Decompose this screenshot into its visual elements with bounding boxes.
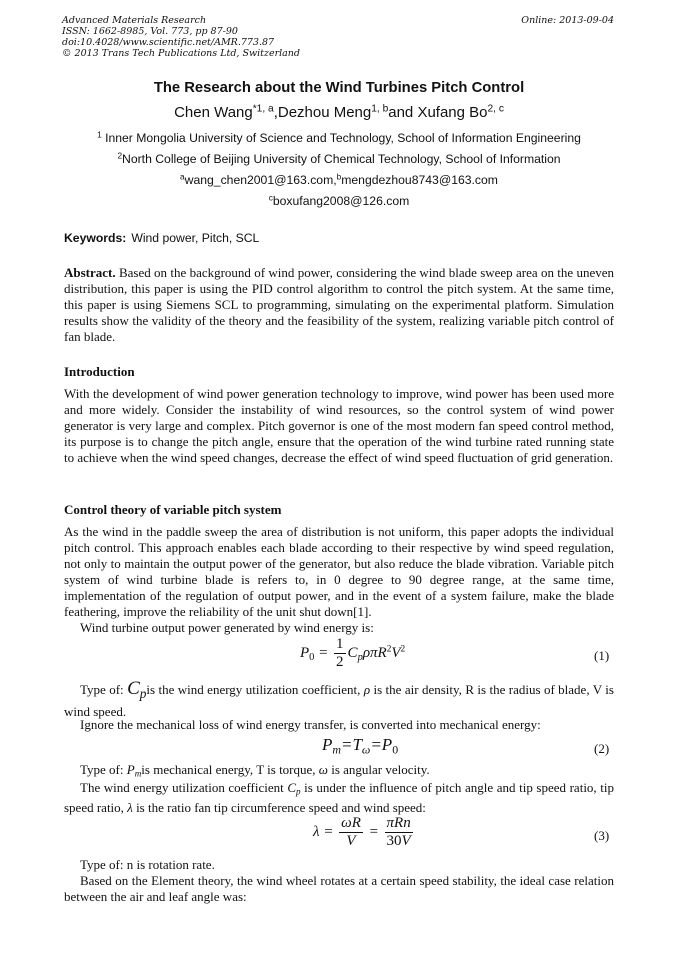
equation-1-number: (1) — [594, 648, 610, 663]
equation-2: $P_m=T_\omega=P_0$ — [322, 735, 399, 757]
paper-title: The Research about the Wind Turbines Pitch Control — [153, 80, 525, 96]
author-affiliation-mark: 1, b — [371, 103, 389, 115]
author-line — [0, 104, 678, 121]
affiliation-mark: 2 — [117, 150, 123, 161]
control-paragraph-1: As the wind in the paddle sweep the area of distribution is not uniform, this paper adopts the individual pitch control. This approach enables each blade according to their respective by wind speed regulation, not only to maintain the output power of the generator, but also reduce the blade vibration. Variable pitch system of wind turbine blade is refers to, in 0 degree to 90 degree range, at the same time, implementation of the regulation of output power, and in the event of a system failure, make the blade feathering, improve the reliability of the unit shut down[1]. — [64, 524, 614, 619]
text-run: is under the influence of pitch angle and tip speed ratio, tip speed ratio, — [64, 780, 614, 815]
symbol-omega: ω — [318, 762, 328, 777]
introduction-text: With the development of wind power generation technology to improve, wind power has been used more and more widely. Consider the instability of wind resources, so the control system of wind power generator is very large and complex. Pitch governor is one of the most modern fan speed control method, its purpose is to change the pitch angle, ensure that the operation of the wind turbine rated running state to achieve when the wind speed changes, decrease the effect of wind speed fluctuation of grid generation. — [64, 386, 614, 465]
affiliation-mark: 1 — [97, 129, 102, 140]
text-run: Type of: — [80, 762, 127, 777]
section-heading-introduction: Introduction — [64, 364, 135, 379]
control-paragraph-5 — [64, 762, 614, 782]
text-run: is the ratio fan tip circumference speed and wind speed: — [132, 799, 426, 815]
control-paragraph-2: Wind turbine output power generated by wind energy is: — [80, 620, 374, 635]
abstract — [64, 265, 614, 345]
equation-1: $P_0$ = $\frac{1}{2}$ $C_p\rho\pi R^2V^2$ — [300, 636, 406, 670]
author-name: ,Dezhou Meng — [273, 104, 372, 121]
online-date: Online: 2013-09-04 — [521, 15, 614, 26]
abstract-text: Based on the background of wind power, considering the wind blade sweep area on the uneven distribution, this paper is using the PID control algorithm to control the pitch system. At the same time, this paper is using Siemens SCL to programming, simulating on the experimental platform. Simulation results show the validity of the theory and the feasibility of the system, realizing variable pitch control of fan blade. — [64, 265, 615, 344]
equation-3-number: (3) — [594, 828, 610, 843]
email-line-ab — [0, 173, 678, 187]
control-paragraph-8: Based on the Element theory, the wind wheel rotates at a certain speed stability, the ideal case relation between the air and leaf angle was: — [64, 873, 614, 904]
text-run: Type of: — [80, 682, 128, 697]
control-paragraph-3 — [64, 680, 614, 721]
affiliation-2 — [0, 152, 678, 166]
email-address[interactable]: boxufang2008@126.com — [272, 194, 410, 208]
email-address[interactable]: wang_chen2001@163.com, — [184, 173, 337, 187]
symbol-cp: $C_p$ — [127, 678, 147, 701]
section-heading-control-theory: Control theory of variable pitch system — [64, 502, 282, 517]
symbol-rho: ρ — [363, 682, 371, 697]
text-run: is angular velocity. — [327, 762, 430, 777]
equation-3: λ = $\frac{\omega R}{V}$ = $\frac{\text{πRn}}{30V}$ — [313, 815, 411, 849]
keywords — [64, 231, 259, 245]
affiliation-1 — [0, 131, 678, 145]
copyright-line: © 2013 Trans Tech Publications Ltd, Switzerland — [62, 48, 301, 59]
author-name: and Xufang Bo — [388, 104, 488, 121]
author-name: Chen Wang — [174, 104, 253, 121]
email-mark: b — [336, 171, 342, 182]
journal-name: Advanced Materials Research — [62, 15, 207, 26]
symbol-cp: $C_p$ — [287, 780, 301, 797]
equation-2-number: (2) — [594, 741, 610, 756]
control-paragraph-6 — [64, 780, 614, 816]
doi-line: doi:10.4028/www.scientific.net/AMR.773.87 — [62, 37, 275, 48]
control-paragraph-4: Ignore the mechanical loss of wind energy transfer, is converted into mechanical energy: — [80, 717, 541, 732]
journal-info — [62, 15, 300, 59]
text-run: is mechanical energy, T is torque, — [141, 762, 319, 777]
text-run: is the wind energy utilization coefficient, — [146, 682, 364, 697]
author-affiliation-mark: *1, a — [252, 103, 274, 115]
email-address[interactable]: mengdezhou8743@163.com — [341, 173, 498, 187]
text-run: is the air density, R is the radius of blade, V is wind speed. — [64, 682, 614, 719]
issn-line: ISSN: 1662-8985, Vol. 773, pp 87-90 — [62, 26, 238, 37]
affiliation-text: North College of Beijing University of Chemical Technology, School of Information — [122, 152, 561, 166]
affiliation-text: Inner Mongolia University of Science and Technology, School of Information Engineering — [101, 131, 581, 145]
abstract-label: Abstract. — [64, 265, 116, 280]
email-line-c — [0, 194, 678, 208]
control-paragraph-7: Type of: n is rotation rate. — [80, 857, 215, 872]
text-run: The wind energy utilization coefficient — [80, 780, 288, 795]
email-mark: a — [180, 171, 185, 182]
author-affiliation-mark: 2, c — [487, 103, 504, 115]
symbol-lambda: λ — [127, 799, 133, 815]
keywords-label: Keywords: — [64, 231, 127, 245]
email-mark: c — [268, 192, 273, 203]
symbol-pm: $P_m$ — [126, 762, 142, 779]
keywords-text: Wind power, Pitch, SCL — [131, 231, 260, 245]
